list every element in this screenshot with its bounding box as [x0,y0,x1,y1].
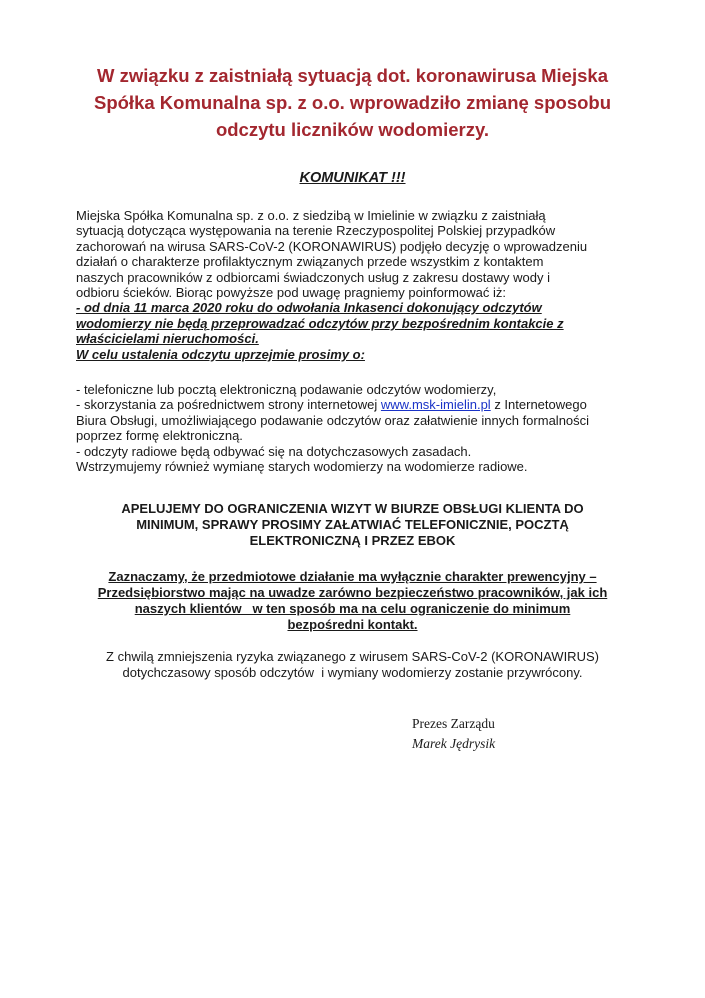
intro-line: zachorowań na wirusa SARS-CoV-2 (KORONAWIRUS) podjęło decyzję o wprowadzeniu [76,238,588,254]
headline-line: Spółka Komunalna sp. z o.o. wprowadziło zmianę sposobu [93,92,612,113]
intro-line: sytuacją dotycząca występowania na terenie Rzeczypospolitej Polskiej przypadków [76,223,556,239]
list-item: - telefoniczne lub pocztą elektroniczną podawanie odczytów wodomierzy, [76,382,497,397]
signatory-title: Prezes Zarządu [412,716,495,731]
request-list [76,382,656,474]
list-item: Wstrzymujemy również wymianę starych wodomierzy na wodomierze radiowe. [76,459,528,475]
list-item-text: z Internetowego [490,397,587,413]
appeal-line: ELEKTRONICZNĄ I PRZEZ EBOK [249,533,456,548]
intro-line: Miejska Spółka Komunalna sp. z o.o. z siedzibą w Imielinie w związku z zaistniałą [76,208,546,223]
note-line: Przedsiębiorstwo mając na uwadze zarówno bezpieczeństwo pracowników, jak ich [97,585,608,600]
appeal-block [60,501,645,549]
intro-line: działań o charakterze profilaktycznym związanych przede wszystkim z kontaktem [76,254,544,270]
note-line: Zaznaczamy, że przedmiotowe działanie ma wyłącznie charakter prewencyjny – [108,569,597,584]
headline [60,62,645,143]
list-item-continuation: poprzez formę elektroniczną. [76,428,243,444]
emphasis-line: właścicielami nieruchomości. [76,331,259,347]
final-line: Z chwilą zmniejszenia ryzyka związanego z wirusem SARS-CoV-2 (KORONAWIRUS) [106,649,599,664]
signatory-name: Marek Jędrysik [412,736,496,751]
headline-line: odczytu liczników wodomierzy. [215,119,490,140]
list-item-text: - skorzystania za pośrednictwem strony internetowej [76,397,381,413]
note-block [60,569,645,633]
final-notice [60,649,645,681]
headline-line: W związku z zaistniałą sytuacją dot. koronawirusa Miejska [97,65,608,86]
komunikat-title: KOMUNIKAT !!! [299,170,406,186]
appeal-line: MINIMUM, SPRAWY PROSIMY ZAŁATWIAĆ TELEFONICZNIE, POCZTĄ [136,517,569,532]
website-link[interactable]: www.msk-imielin.pl [380,397,491,413]
signature-block [412,714,495,754]
appeal-line: APELUJEMY DO OGRANICZENIA WIZYT W BIURZE OBSŁUGI KLIENTA DO [121,501,584,516]
note-line: bezpośredni kontakt. [287,617,418,632]
intro-line: naszych pracowników z odbiorcami świadczonych usług z zakresu dostawy wody i [76,269,550,285]
list-item: - odczyty radiowe będą odbywać się na dotychczasowych zasadach. [76,443,472,459]
final-line: dotychczasowy sposób odczytów i wymiany wodomierzy zostanie przywrócony. [122,665,583,680]
emphasis-line: wodomierzy nie będą przeprowadzać odczytów przy bezpośrednim kontakcie z [76,315,564,331]
list-item-continuation: Biura Obsługi, umożliwiającego podawanie odczytów oraz załatwienie innych formalności [76,412,590,428]
request-heading: W celu ustalenia odczytu uprzejmie prosimy o: [76,346,365,362]
list-item [76,397,656,412]
intro-paragraph [76,208,656,362]
intro-line: odbioru ścieków. Biorąc powyższe pod uwagę pragniemy poinformować iż: [76,285,506,301]
emphasis-line: - od dnia 11 marca 2020 roku do odwołania Inkasenci dokonujący odczytów [76,300,542,316]
note-line: naszych klientów w ten sposób ma na celu ograniczenie do minimum [134,601,571,616]
